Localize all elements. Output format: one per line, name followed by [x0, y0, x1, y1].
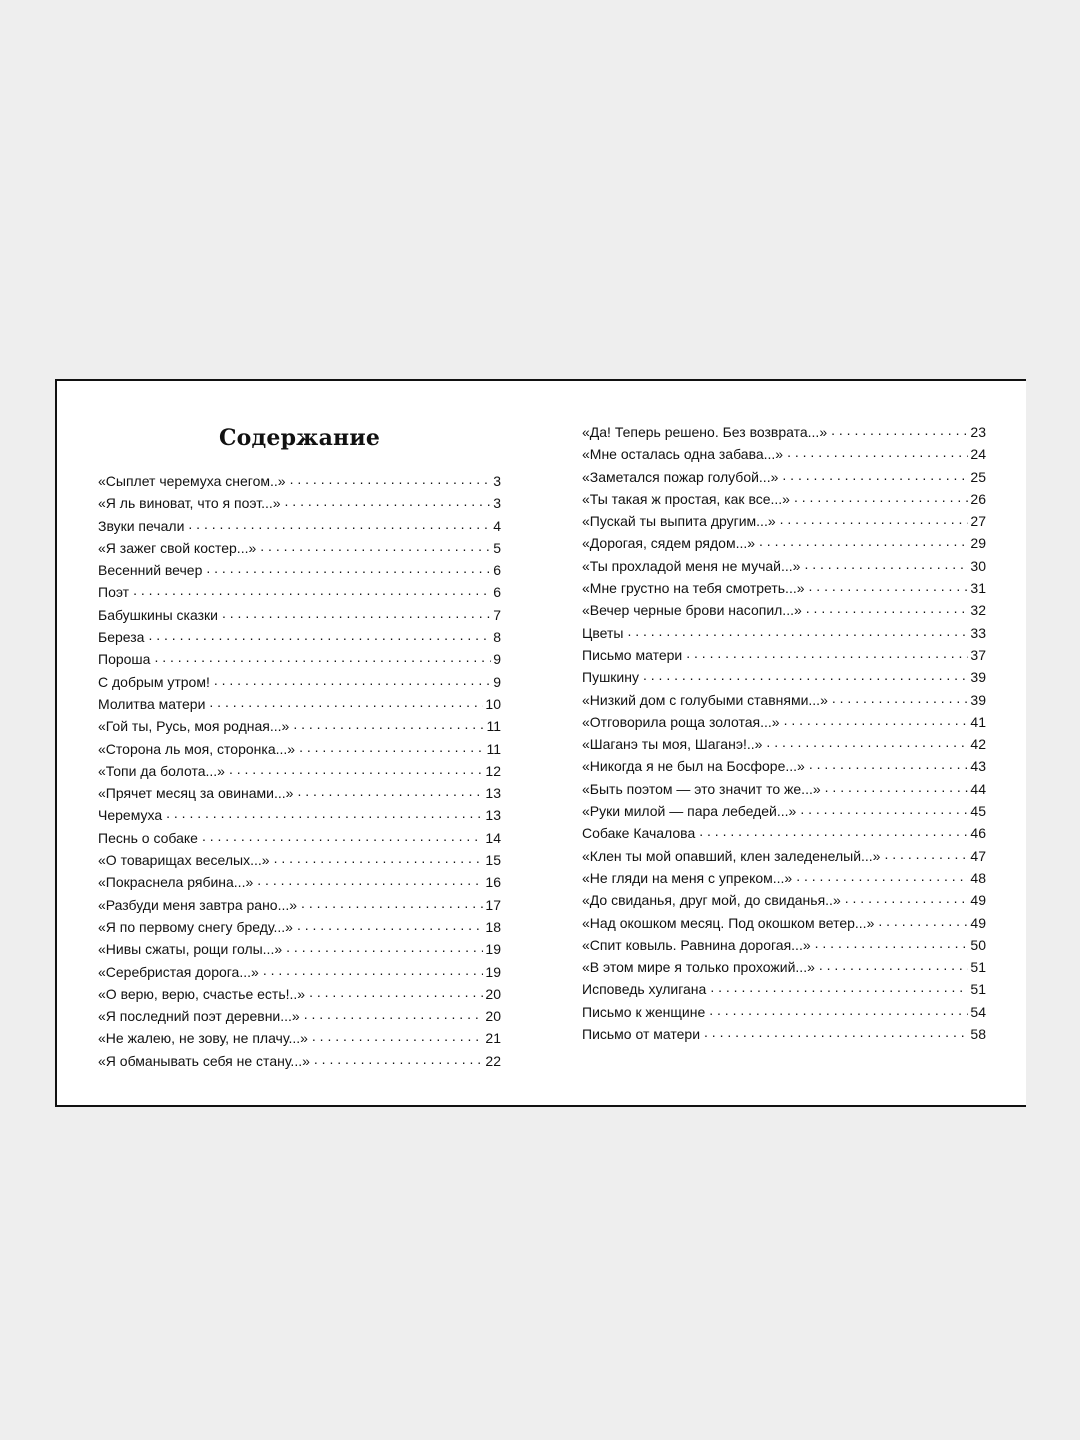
toc-entry — [582, 423, 986, 445]
toc-dot-leader — [796, 869, 968, 883]
toc-entry-page: 26 — [970, 490, 986, 507]
toc-entry-page: 3 — [493, 495, 501, 512]
toc-entry-page: 23 — [970, 424, 986, 440]
toc-entry-title: «Я последний поэт деревни...» — [98, 1008, 300, 1025]
toc-entry-page: 20 — [485, 1008, 501, 1025]
toc-dot-leader — [209, 695, 483, 709]
toc-entry — [98, 896, 501, 918]
toc-entry-page: 9 — [493, 673, 501, 690]
toc-entry-page: 6 — [493, 584, 501, 601]
toc-entry-page: 49 — [970, 892, 986, 909]
toc-entry — [98, 740, 501, 762]
toc-entry-title: «Быть поэтом — это значит то же...» — [582, 780, 821, 797]
toc-entry-page: 10 — [485, 695, 501, 712]
toc-entry — [582, 646, 986, 668]
toc-entry-title: «Мне грустно на тебя смотреть...» — [582, 580, 805, 597]
toc-entry-page: 6 — [493, 562, 501, 579]
toc-entry — [582, 1003, 986, 1025]
toc-entry-title: «Вечер черные брови насопил...» — [582, 602, 802, 619]
toc-entry-title: «Не гляди на меня с упреком...» — [582, 869, 793, 886]
toc-dot-leader — [166, 806, 483, 820]
toc-dot-leader — [286, 940, 483, 954]
toc-dot-leader — [627, 624, 968, 638]
toc-entry-page: 11 — [486, 718, 501, 735]
toc-dot-leader — [304, 1007, 484, 1021]
toc-entry-title: «Низкий дом с голубыми ставнями...» — [582, 691, 828, 708]
toc-dot-leader — [710, 980, 968, 994]
toc-entry-title: «Руки милой — пара лебедей...» — [582, 803, 797, 820]
toc-entry-title: Песнь о собаке — [98, 829, 198, 846]
toc-entry-page: 15 — [485, 852, 501, 869]
toc-dot-leader — [229, 762, 483, 776]
toc-entry-title: «Ты такая ж простая, как все...» — [582, 490, 790, 507]
toc-entry — [98, 851, 501, 873]
toc-entry-page: 18 — [485, 918, 501, 935]
toc-dot-leader — [148, 628, 491, 642]
toc-entry-title: Письмо матери — [582, 646, 683, 663]
toc-entry-title: Пушкину — [582, 669, 639, 686]
toc-entry-title: «Ты прохладой меня не мучай...» — [582, 557, 801, 574]
toc-entry-title: «В этом мире я только прохожий...» — [582, 959, 815, 976]
toc-dot-leader — [759, 534, 968, 548]
toc-entry-title: «Серебристая дорога...» — [98, 963, 259, 980]
toc-entry-page: 7 — [493, 606, 501, 623]
toc-entry — [98, 517, 501, 539]
toc-entry — [98, 561, 501, 583]
toc-dot-leader — [809, 579, 969, 593]
toc-dot-leader — [293, 717, 484, 731]
toc-dot-leader — [699, 824, 968, 838]
toc-dot-leader — [312, 1029, 484, 1043]
toc-dot-leader — [154, 650, 491, 664]
toc-entry-title: «Отговорила роща золотая...» — [582, 713, 780, 730]
toc-entry-page: 37 — [970, 646, 986, 663]
toc-entry-title: «Покраснела рябина...» — [98, 874, 254, 891]
toc-entry-title: «Клен ты мой опавший, клен заледенелый...» — [582, 847, 881, 864]
toc-dot-leader — [782, 468, 968, 482]
toc-entry — [98, 539, 501, 561]
toc-entry — [582, 780, 986, 802]
toc-list-right — [582, 423, 986, 1047]
toc-entry-page: 20 — [485, 985, 501, 1002]
toc-entry-page: 29 — [970, 535, 986, 552]
toc-entry — [98, 829, 501, 851]
toc-entry-page: 31 — [970, 580, 986, 597]
toc-dot-leader — [806, 601, 969, 615]
toc-entry-page: 48 — [970, 869, 986, 886]
toc-entry-title: «Гой ты, Русь, моя родная...» — [98, 718, 290, 735]
toc-entry-title: «Я по первому снегу бреду...» — [98, 918, 293, 935]
toc-dot-leader — [709, 1003, 968, 1017]
toc-entry-title: «Разбуди меня завтра рано...» — [98, 896, 298, 913]
toc-entry-page: 45 — [970, 803, 986, 820]
toc-entry-page: 21 — [485, 1030, 501, 1047]
toc-dot-leader — [884, 847, 968, 861]
toc-entry-title: «Я ль виноват, что я поэт...» — [98, 495, 281, 512]
toc-entry — [582, 534, 986, 556]
toc-list-left — [98, 472, 501, 1074]
toc-entry-title: «Я зажег свой костер...» — [98, 539, 257, 556]
toc-dot-leader — [290, 472, 492, 486]
toc-entry — [98, 873, 501, 895]
toc-entry-title: Молитва матери — [98, 695, 206, 712]
toc-dot-leader — [815, 936, 969, 950]
toc-entry-title: «Заметался пожар голубой...» — [582, 468, 779, 485]
toc-entry-page: 44 — [970, 780, 986, 797]
toc-dot-leader — [784, 713, 969, 727]
toc-entry — [98, 583, 501, 605]
toc-dot-leader — [800, 802, 968, 816]
toc-entry-page: 19 — [485, 963, 501, 980]
toc-entry — [98, 918, 501, 940]
toc-entry — [98, 695, 501, 717]
toc-entry-page: 8 — [493, 629, 501, 646]
toc-entry-title: Письмо от матери — [582, 1026, 701, 1043]
toc-entry-title: Собаке Качалова — [582, 825, 696, 842]
toc-entry-title: «О верю, верю, счастье есть!..» — [98, 985, 306, 1002]
toc-entry — [582, 757, 986, 779]
toc-dot-leader — [263, 963, 484, 977]
toc-entry-page: 39 — [970, 669, 986, 686]
toc-dot-leader — [301, 896, 483, 910]
toc-entry — [582, 445, 986, 467]
toc-entry-title: «Сторона ль моя, сторонка...» — [98, 740, 296, 757]
toc-entry — [98, 806, 501, 828]
toc-entry-title: «Прячет месяц за овинами...» — [98, 785, 294, 802]
toc-entry-title: «Дорогая, сядем рядом...» — [582, 535, 756, 552]
toc-entry — [98, 985, 501, 1007]
toc-entry-title: «Никогда я не был на Босфоре...» — [582, 758, 805, 775]
toc-entry-page: 32 — [970, 602, 986, 619]
toc-entry — [98, 1007, 501, 1029]
toc-dot-leader — [819, 958, 969, 972]
toc-entry-page: 47 — [970, 847, 986, 864]
toc-dot-leader — [222, 606, 491, 620]
toc-entry-page: 41 — [970, 713, 986, 730]
toc-entry-page: 16 — [485, 874, 501, 891]
toc-entry — [582, 869, 986, 891]
toc-entry-page: 49 — [970, 914, 986, 931]
toc-dot-leader — [794, 490, 968, 504]
toc-dot-leader — [188, 517, 491, 531]
toc-dot-leader — [297, 918, 483, 932]
toc-entry-page: 5 — [493, 539, 501, 556]
toc-entry — [98, 650, 501, 672]
toc-entry-page: 51 — [970, 981, 986, 998]
toc-dot-leader — [299, 740, 484, 754]
toc-entry-title: С добрым утром! — [98, 673, 210, 690]
toc-heading: Содержание — [218, 425, 381, 451]
toc-dot-leader — [878, 914, 968, 928]
toc-entry-page: 27 — [970, 513, 986, 530]
toc-entry-title: «Да! Теперь решено. Без возврата...» — [582, 424, 828, 440]
toc-entry-title: Письмо к женщине — [582, 1003, 706, 1020]
toc-entry-title: «Над окошком месяц. Под окошком ветер...» — [582, 914, 875, 931]
toc-entry — [98, 1029, 501, 1051]
toc-entry — [582, 847, 986, 869]
toc-entry-title: Цветы — [582, 624, 624, 641]
toc-entry — [98, 472, 501, 494]
toc-entry-page: 42 — [970, 736, 986, 753]
toc-entry-page: 19 — [485, 941, 501, 958]
toc-entry — [98, 494, 501, 516]
toc-entry-title: «Пускай ты выпита другим...» — [582, 513, 776, 530]
toc-entry — [582, 824, 986, 846]
toc-dot-leader — [206, 561, 491, 575]
toc-entry — [582, 891, 986, 913]
toc-dot-leader — [809, 757, 969, 771]
toc-entry-page: 12 — [485, 762, 501, 779]
toc-dot-leader — [787, 445, 968, 459]
toc-entry-page: 33 — [970, 624, 986, 641]
toc-dot-leader — [643, 668, 968, 682]
toc-entry — [582, 958, 986, 980]
toc-entry-page: 50 — [970, 936, 986, 953]
toc-dot-leader — [686, 646, 968, 660]
toc-entry — [582, 490, 986, 512]
toc-entry-page: 13 — [485, 785, 501, 802]
toc-entry-title: «Топи да болота...» — [98, 762, 225, 779]
toc-dot-leader — [704, 1025, 968, 1039]
toc-entry — [582, 668, 986, 690]
toc-dot-leader — [825, 780, 969, 794]
toc-entry — [582, 980, 986, 1002]
toc-dot-leader — [274, 851, 484, 865]
toc-entry-page: 39 — [970, 691, 986, 708]
toc-entry-page: 22 — [485, 1052, 501, 1069]
toc-entry-title: «Спит ковыль. Равнина дорогая...» — [582, 936, 811, 953]
toc-entry-page: 54 — [970, 1003, 986, 1020]
toc-entry — [98, 1052, 501, 1074]
toc-entry-title: «Сыплет черемуха снегом..» — [98, 473, 286, 489]
toc-dot-leader — [257, 873, 483, 887]
toc-dot-leader — [766, 735, 968, 749]
book-spread — [55, 379, 1026, 1107]
toc-entry-title: Звуки печали — [98, 517, 185, 534]
toc-entry — [98, 963, 501, 985]
toc-entry-title: Черемуха — [98, 807, 163, 824]
toc-entry-title: «Не жалею, не зову, не плачу...» — [98, 1030, 308, 1047]
toc-entry-title: Исповедь хулигана — [582, 981, 707, 998]
toc-entry — [98, 673, 501, 695]
toc-entry — [582, 512, 986, 534]
toc-entry-title: «Шаганэ ты моя, Шаганэ!..» — [582, 736, 763, 753]
toc-dot-leader — [285, 494, 492, 508]
toc-entry-page: 51 — [970, 959, 986, 976]
toc-dot-leader — [214, 673, 491, 687]
toc-dot-leader — [202, 829, 483, 843]
toc-entry — [582, 468, 986, 490]
toc-entry-page: 25 — [970, 468, 986, 485]
toc-entry — [582, 713, 986, 735]
toc-entry — [582, 601, 986, 623]
toc-entry — [582, 735, 986, 757]
toc-entry-page: 14 — [485, 829, 501, 846]
toc-entry-page: 43 — [970, 758, 986, 775]
toc-entry-page: 11 — [486, 740, 501, 757]
toc-entry — [98, 940, 501, 962]
toc-entry-page: 46 — [970, 825, 986, 842]
toc-dot-leader — [309, 985, 483, 999]
toc-entry — [582, 1025, 986, 1047]
toc-entry — [582, 557, 986, 579]
toc-entry-page: 3 — [493, 473, 501, 489]
toc-entry-page: 13 — [485, 807, 501, 824]
toc-entry-title: Береза — [98, 629, 145, 646]
toc-entry — [582, 936, 986, 958]
toc-dot-leader — [780, 512, 969, 526]
toc-entry — [582, 691, 986, 713]
toc-entry — [582, 802, 986, 824]
toc-entry — [98, 717, 501, 739]
toc-entry-title: «Мне осталась одна забава...» — [582, 446, 784, 463]
toc-dot-leader — [133, 583, 491, 597]
toc-entry-page: 4 — [493, 517, 501, 534]
toc-entry — [582, 624, 986, 646]
toc-entry — [582, 914, 986, 936]
toc-entry-page: 9 — [493, 651, 501, 668]
toc-entry-page: 30 — [970, 557, 986, 574]
toc-entry-page: 24 — [970, 446, 986, 463]
toc-entry-title: Поэт — [98, 584, 130, 601]
toc-entry — [98, 628, 501, 650]
toc-entry-title: Весенний вечер — [98, 562, 203, 579]
toc-entry-title: «До свиданья, друг мой, до свиданья..» — [582, 892, 841, 909]
toc-entry — [582, 579, 986, 601]
toc-entry-title: Пороша — [98, 651, 151, 668]
toc-dot-leader — [297, 784, 483, 798]
toc-dot-leader — [832, 691, 969, 705]
toc-entry-title: Бабушкины сказки — [98, 606, 218, 623]
toc-entry — [98, 606, 501, 628]
toc-entry-page: 17 — [485, 896, 501, 913]
toc-dot-leader — [804, 557, 968, 571]
toc-entry — [98, 784, 501, 806]
toc-entry-page: 58 — [970, 1026, 986, 1043]
toc-entry — [98, 762, 501, 784]
toc-dot-leader — [314, 1052, 484, 1066]
toc-entry-title: «Нивы сжаты, рощи голы...» — [98, 941, 283, 958]
toc-dot-leader — [260, 539, 491, 553]
toc-entry-title: «Я обманывать себя не стану...» — [98, 1052, 310, 1069]
toc-entry-title: «О товарищах веселых...» — [98, 852, 270, 869]
toc-dot-leader — [831, 423, 968, 437]
toc-dot-leader — [845, 891, 969, 905]
